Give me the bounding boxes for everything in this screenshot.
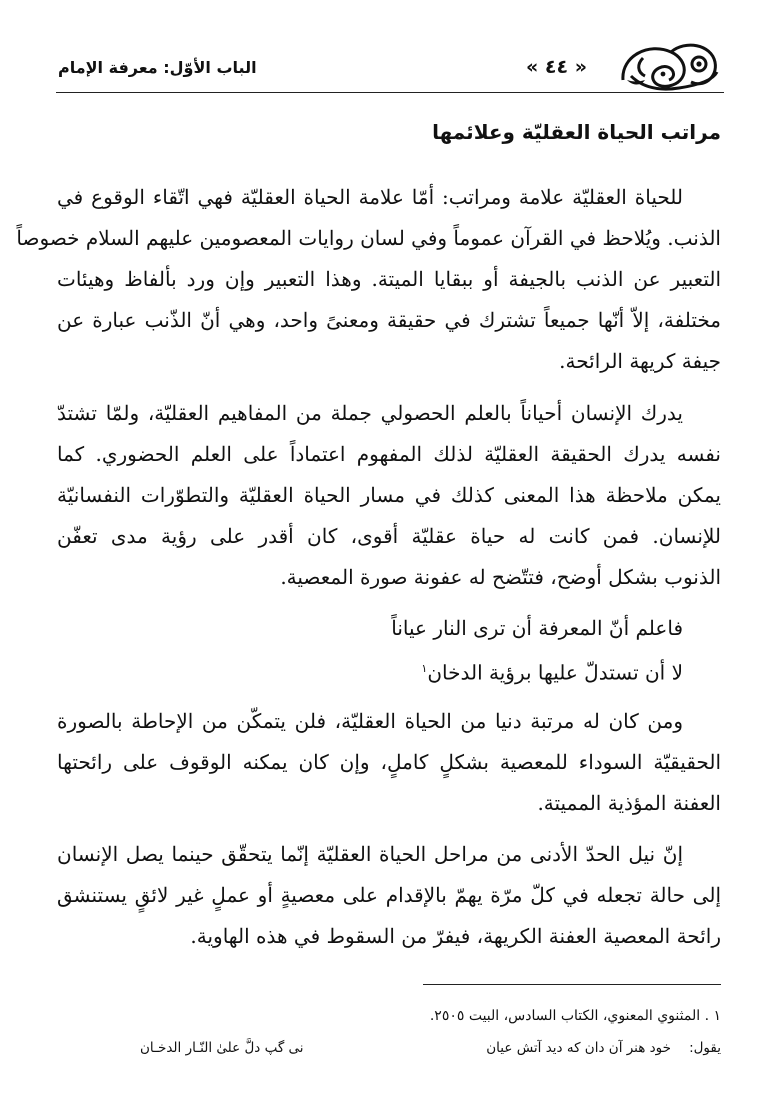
paragraph-line: ومن كان له مرتبة دنيا من الحياة العقليّة، فلن يتمكّن من الإحاطة بالصورة — [57, 709, 683, 733]
paragraph-line: الحقيقيّة السوداء للمعصية بشكلٍ كاملٍ، وإن كان يمكنه الوقوف على رائحتها — [57, 750, 721, 774]
footnote-citation: ١ . المثنوي المعنوي، الكتاب السادس، البيت ٢٥٠٥. — [429, 1008, 721, 1024]
footnote-marker: ١ — [421, 662, 428, 675]
paragraph-line: يدرك الإنسان أحياناً بالعلم الحصولي جملة من المفاهيم العقليّة، ولمّا تشتدّ — [57, 401, 683, 425]
footnote-hemistich: خود هنر آن دان كه ديد آتش عيان — [486, 1040, 671, 1056]
footnote-hemistich: نى گپ دلَّ علىٰ النّـار الدخـان — [140, 1040, 304, 1056]
paragraph-line: إلى حالة تجعله في كلّ مرّة يهمّ بالإقدام على معصيةٍ أو عملٍ غير لائقٍ يستنشق — [57, 883, 721, 907]
page-number: « ٤٤ » — [526, 56, 587, 78]
paragraph-line: نفسه يدرك الحقيقة العقليّة لذلك المفهوم اعتماداً على العلم الحضوري. كما — [57, 442, 721, 466]
paragraph-line: للإنسان. فمن كانت له حياة عقليّة أقوى، كان أقدر على رؤية مدى تعفّن — [57, 524, 721, 548]
paragraph-line: الذنوب بشكل أوضح، فتتّضح له عفونة صورة المعصية. — [280, 565, 721, 589]
paragraph-line: التعبير عن الذنب بالجيفة أو ببقايا الميتة. وهذا التعبير وإن ورد بألفاظ وهيئات — [57, 267, 721, 291]
paragraph-line: رائحة المعصية العفنة الكريهة، فيفرّ من السقوط في هذه الهاوية. — [190, 924, 721, 948]
chapter-title: الباب الأوّل: معرفة الإمام — [58, 58, 257, 77]
ornament-icon — [619, 36, 719, 94]
paragraph-line: للحياة العقليّة علامة ومراتب: أمّا علامة الحياة العقليّة فهي اتّقاء الوقوع في — [57, 185, 683, 209]
header-divider — [56, 92, 724, 93]
verse-text: لا أن تستدلّ عليها برؤية الدخان — [427, 660, 683, 685]
footnote-intro: يقول: — [689, 1040, 721, 1056]
verse-line: فاعلم أنّ المعرفة أن ترى النار عياناً — [391, 616, 683, 640]
paragraph-line: مختلفة، إلاّ أنّها جميعاً تشترك في حقيقة ومعنىً واحد، وهي أنّ الذّنب عبارة عن — [57, 308, 721, 332]
section-title: مراتب الحياة العقليّة وعلائمها — [432, 120, 721, 144]
paragraph-line: يمكن ملاحظة هذا المعنى كذلك في مسار الحياة العقليّة والتطوّرات النفسانيّة — [57, 483, 721, 507]
paragraph-line: العفنة المؤذية المميتة. — [537, 791, 721, 815]
paragraph-line: جيفة كريهة الرائحة. — [559, 349, 721, 373]
paragraph-line: الذنب. ويُلاحظ في القرآن عموماً وفي لسان روايات المعصومين عليهم السلام خصوصاً — [16, 226, 721, 250]
footnote-divider — [423, 984, 721, 985]
paragraph-line: إنّ نيل الحدّ الأدنى من مراحل الحياة العقليّة إنّما يتحقّق حينما يصل الإنسان — [57, 842, 683, 866]
verse-line — [421, 653, 683, 689]
